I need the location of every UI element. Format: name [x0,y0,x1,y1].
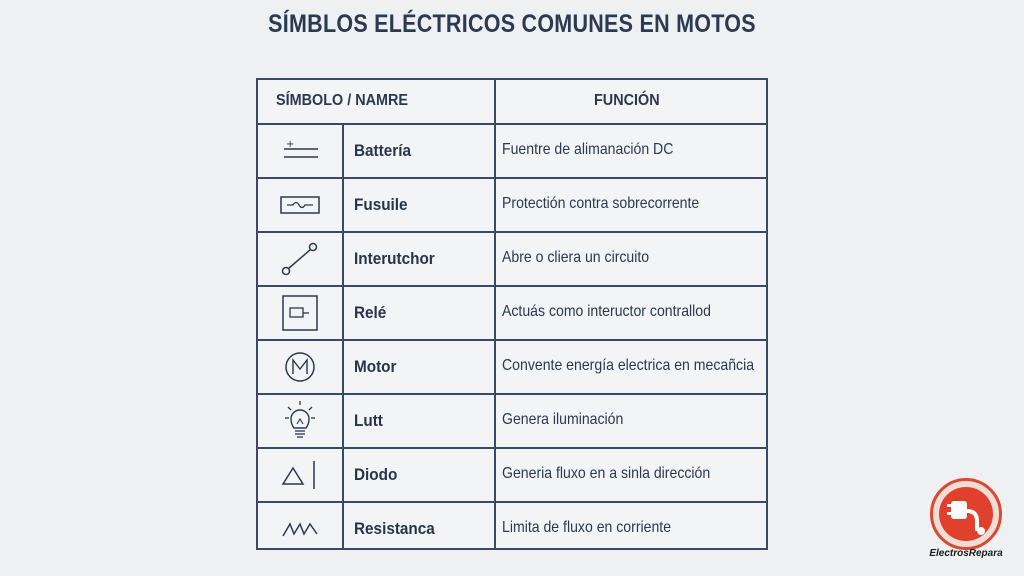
row-name: Lutt [354,411,383,430]
row-name: Fusuile [354,195,408,214]
diode-symbol-icon [258,449,342,501]
row-function: Actuás como inteructor contrallod [502,303,711,320]
row-name: Resistanca [354,519,435,538]
brand-logo [930,478,1002,550]
header-function: FUNCIÓN [594,92,660,109]
brand-logo-label: ElectrosRepara [929,548,1003,559]
table-row [258,503,766,555]
row-function: Fuentre de alimanación DC [502,141,674,158]
row-function: Genera iluminación [502,411,624,428]
row-function: Generia fluxo en a sinla dirección [502,465,711,482]
table-row [258,233,766,287]
row-function: Protectión contra sobrecorrente [502,195,700,212]
header-divider [494,80,496,123]
page-title: SÍMBLOS ELÉCTRICOS COMUNES EN MOTOS [268,10,756,38]
table-row [258,449,766,503]
row-function: Limita de fluxo en corriente [502,519,672,536]
row-name: Motor [354,357,397,376]
table-header [258,80,766,125]
svg-text:+: + [286,139,295,150]
symbols-table [256,78,768,550]
table-row [258,125,766,179]
table-row [258,395,766,449]
plug-icon [939,487,993,541]
battery-symbol-icon [258,125,342,177]
row-name: Diodo [354,465,398,484]
table-row [258,179,766,233]
motor-symbol-icon [258,341,342,393]
row-name: Interutchor [354,249,435,268]
row-function: Convente energía electrica en mecañcia [502,357,755,374]
resistor-symbol-icon [258,503,342,555]
fuse-symbol-icon [258,179,342,231]
row-name: Relé [354,303,387,322]
row-function: Abre o cliera un circuito [502,249,650,266]
table-row [258,341,766,395]
switch-symbol-icon [258,233,342,285]
header-symbol-name: SÍMBOLO / NAMRE [276,92,409,109]
relay-symbol-icon [258,287,342,339]
table-row [258,287,766,341]
row-name: Battería [354,141,411,160]
lamp-symbol-icon [258,395,342,447]
